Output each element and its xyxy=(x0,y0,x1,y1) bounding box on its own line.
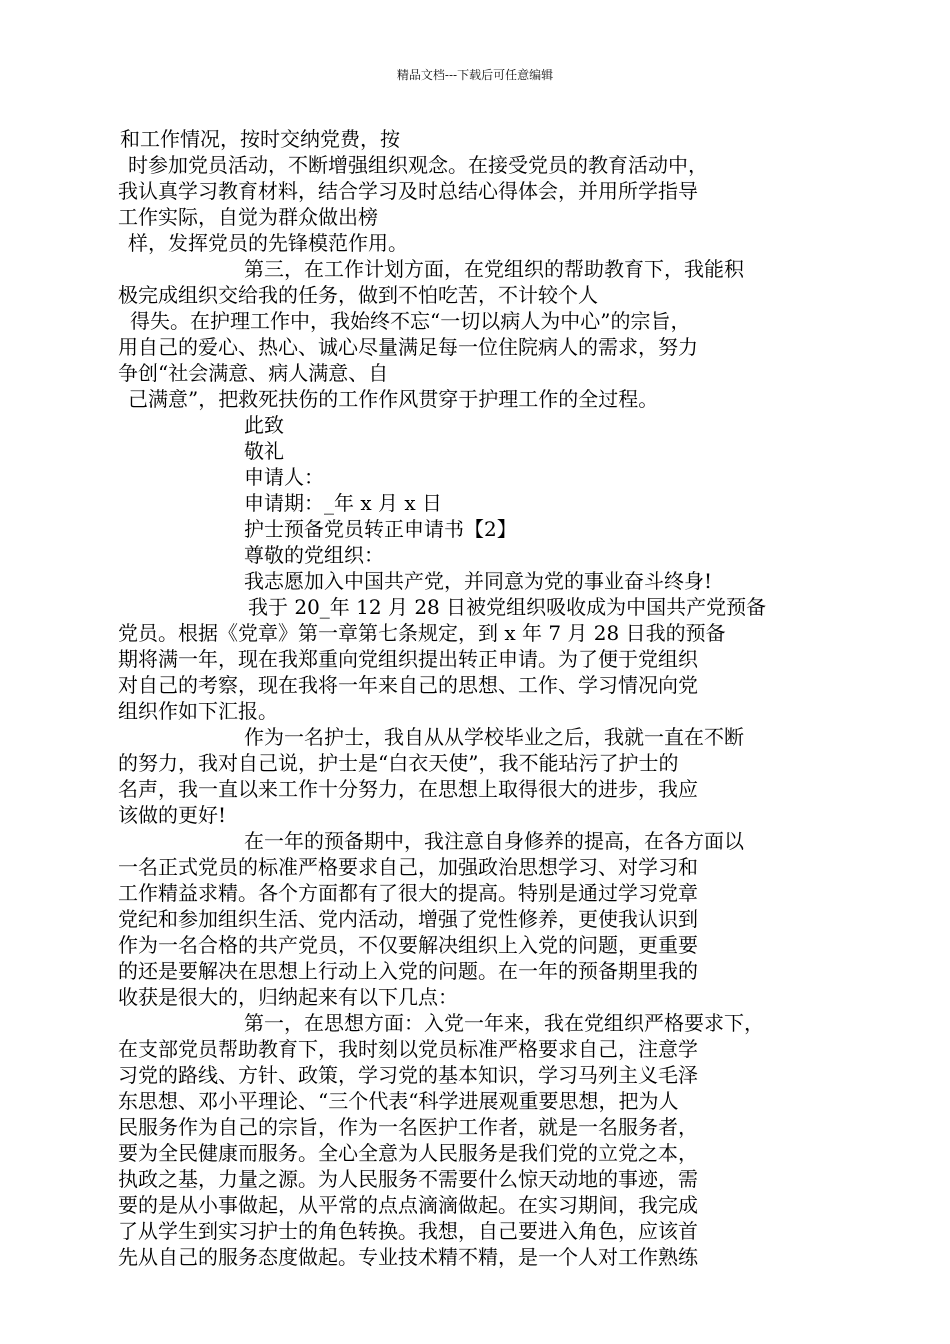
text-line: 工作实际，自觉为群众做出榜 xyxy=(118,205,378,229)
text-line: 申请人： xyxy=(244,465,324,489)
text-line: 此致 xyxy=(244,413,284,437)
text-line: 组织作如下汇报。 xyxy=(118,699,278,723)
text-line: 名声，我一直以来工作十分努力，在思想上取得很大的进步，我应 xyxy=(118,777,698,801)
text-line: 用自己的爱心、热心、诚心尽量满足每一位住院病人的需求，努力 xyxy=(118,335,698,359)
text-line: 我志愿加入中国共产党，并同意为党的事业奋斗终身! xyxy=(244,569,713,593)
text-line: 敬礼 xyxy=(244,439,284,463)
text-line: 工作精益求精。各个方面都有了很大的提高。特别是通过学习党章 xyxy=(118,881,698,905)
text-line: 护士预备党员转正申请书【2】 xyxy=(244,517,517,541)
text-line: 己满意”，把救死扶伤的工作作风贯穿于护理工作的全过程。 xyxy=(128,387,659,411)
text-line: 的还是要解决在思想上行动上入党的问题。在一年的预备期里我的 xyxy=(118,959,698,983)
text-line: 作为一名合格的共产党员，不仅要解决组织上入党的问题，更重要 xyxy=(118,933,698,957)
text-line: 东思想、邓小平理论、“三个代表“科学进展观重要思想，把为人 xyxy=(118,1089,679,1113)
text-line: 尊敬的党组织： xyxy=(244,543,384,567)
text-line: 期将满一年，现在我郑重向党组织提出转正申请。为了便于党组织 xyxy=(118,647,698,671)
text-line: 第三，在工作计划方面，在党组织的帮助教育下，我能积 xyxy=(244,257,744,281)
text-line: 民服务作为自己的宗旨，作为一名医护工作者，就是一名服务者， xyxy=(118,1115,698,1139)
text-line: 样，发挥党员的先锋模范作用。 xyxy=(128,231,408,255)
text-line: 申请期：_年 x 月 x 日 xyxy=(244,491,442,515)
text-line: 得失。在护理工作中，我始终不忘“一切以病人为中心”的宗旨， xyxy=(130,309,691,333)
text-line: 我认真学习教育材料，结合学习及时总结心得体会，并用所学指导 xyxy=(118,179,698,203)
text-line: 第一，在思想方面：入党一年来，我在党组织严格要求下， xyxy=(244,1011,764,1035)
text-line: 在一年的预备期中，我注意自身修养的提高，在各方面以 xyxy=(244,829,744,853)
text-line: 要的是从小事做起，从平常的点点滴滴做起。在实习期间，我完成 xyxy=(118,1193,698,1217)
text-line: 争创“社会满意、病人满意、自 xyxy=(118,361,389,385)
text-line: 党纪和参加组织生活、党内活动，增强了党性修养，更使我认识到 xyxy=(118,907,698,931)
text-line: 了从学生到实习护士的角色转换。我想，自己要进入角色，应该首 xyxy=(118,1219,698,1243)
page-header: 精品文档---下载后可任意编辑 xyxy=(396,68,554,82)
text-line: 一名正式党员的标准严格要求自己，加强政治思想学习、对学习和 xyxy=(118,855,698,879)
text-line: 该做的更好! xyxy=(118,803,227,827)
text-line: 要为全民健康而服务。全心全意为人民服务是我们党的立党之本， xyxy=(118,1141,698,1165)
text-line: 在支部党员帮助教育下，我时刻以党员标准严格要求自己，注意学 xyxy=(118,1037,698,1061)
text-line: 习党的路线、方针、政策，学习党的基本知识，学习马列主义毛泽 xyxy=(118,1063,698,1087)
text-line: 先从自己的服务态度做起。专业技术精不精，是一个人对工作熟练 xyxy=(118,1245,698,1269)
text-line: 作为一名护士，我自从从学校毕业之后，我就一直在不断 xyxy=(244,725,744,749)
text-line: 极完成组织交给我的任务，做到不怕吃苦，不计较个人 xyxy=(118,283,598,307)
text-line: 对自己的考察，现在我将一年来自己的思想、工作、学习情况向党 xyxy=(118,673,698,697)
text-line: 我于 20_年 12 月 28 日被党组织吸收成为中国共产党预备 xyxy=(248,595,767,619)
text-line: 执政之基，力量之源。为人民服务不需要什么惊天动地的事迹，需 xyxy=(118,1167,698,1191)
text-line: 收获是很大的，归纳起来有以下几点： xyxy=(118,985,458,1009)
text-line: 时参加党员活动，不断增强组织观念。在接受党员的教育活动中， xyxy=(128,153,708,177)
text-line: 党员。根据《党章》第一章第七条规定，到 x 年 7 月 28 日我的预备 xyxy=(118,621,726,645)
text-line: 和工作情况，按时交纳党费，按 xyxy=(120,127,400,151)
text-line: 的努力，我对自己说，护士是“白衣天使”，我不能玷污了护士的 xyxy=(118,751,679,775)
